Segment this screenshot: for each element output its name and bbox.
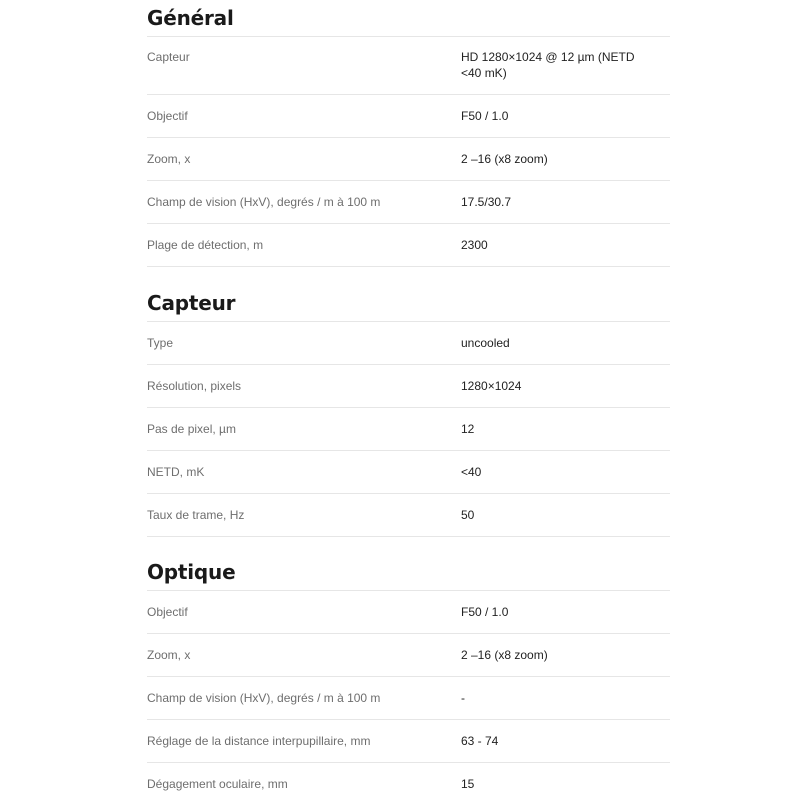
spec-row bbox=[147, 677, 670, 720]
spec-value: uncooled bbox=[461, 336, 510, 350]
spec-label: Taux de trame, Hz bbox=[147, 508, 245, 522]
spec-value: 12 bbox=[461, 422, 475, 436]
spec-row bbox=[147, 634, 670, 677]
spec-label: Champ de vision (HxV), degrés / m à 100 m bbox=[147, 195, 381, 209]
spec-label: Zoom, x bbox=[147, 648, 191, 662]
spec-row bbox=[147, 322, 670, 365]
spec-label: Capteur bbox=[147, 50, 190, 64]
spec-row bbox=[147, 95, 670, 138]
section-title-general: Général bbox=[147, 2, 670, 37]
spec-row bbox=[147, 591, 670, 634]
spec-value: <40 bbox=[461, 465, 482, 479]
spec-label: Objectif bbox=[147, 605, 188, 619]
spec-row bbox=[147, 181, 670, 224]
spec-value: 63 - 74 bbox=[461, 734, 499, 748]
spec-label: Pas de pixel, µm bbox=[147, 422, 236, 436]
spec-label: Type bbox=[147, 336, 174, 350]
spec-value: F50 / 1.0 bbox=[461, 605, 509, 619]
spec-value: 2 –16 (x8 zoom) bbox=[461, 648, 548, 662]
section-general bbox=[147, 2, 670, 267]
spec-row bbox=[147, 365, 670, 408]
spec-row bbox=[147, 720, 670, 763]
spec-row bbox=[147, 138, 670, 181]
spec-row bbox=[147, 408, 670, 451]
spec-value: 2 –16 (x8 zoom) bbox=[461, 152, 548, 166]
spec-row bbox=[147, 494, 670, 537]
spec-value: HD 1280×1024 @ 12 µm (NETD <40 mK) bbox=[461, 50, 635, 80]
spec-label: Objectif bbox=[147, 109, 188, 123]
spec-row bbox=[147, 37, 670, 95]
section-optique bbox=[147, 556, 670, 800]
section-title-optique: Optique bbox=[147, 556, 670, 591]
spec-value: 1280×1024 bbox=[461, 379, 522, 393]
spec-label: NETD, mK bbox=[147, 465, 205, 479]
section-capteur bbox=[147, 287, 670, 537]
spec-row bbox=[147, 763, 670, 800]
spec-label: Plage de détection, m bbox=[147, 238, 264, 252]
spec-row bbox=[147, 451, 670, 494]
spec-value: F50 / 1.0 bbox=[461, 109, 509, 123]
spec-row bbox=[147, 224, 670, 267]
section-title-capteur: Capteur bbox=[147, 287, 670, 322]
spec-label: Réglage de la distance interpupillaire, mm bbox=[147, 734, 371, 748]
spec-value: 17.5/30.7 bbox=[461, 195, 512, 209]
spec-label: Résolution, pixels bbox=[147, 379, 242, 393]
spec-value: 15 bbox=[461, 777, 475, 791]
spec-label: Dégagement oculaire, mm bbox=[147, 777, 288, 791]
spec-value: 50 bbox=[461, 508, 475, 522]
spec-label: Zoom, x bbox=[147, 152, 191, 166]
spec-value: 2300 bbox=[461, 238, 488, 252]
spec-label: Champ de vision (HxV), degrés / m à 100 m bbox=[147, 691, 381, 705]
spec-value: - bbox=[461, 691, 465, 705]
